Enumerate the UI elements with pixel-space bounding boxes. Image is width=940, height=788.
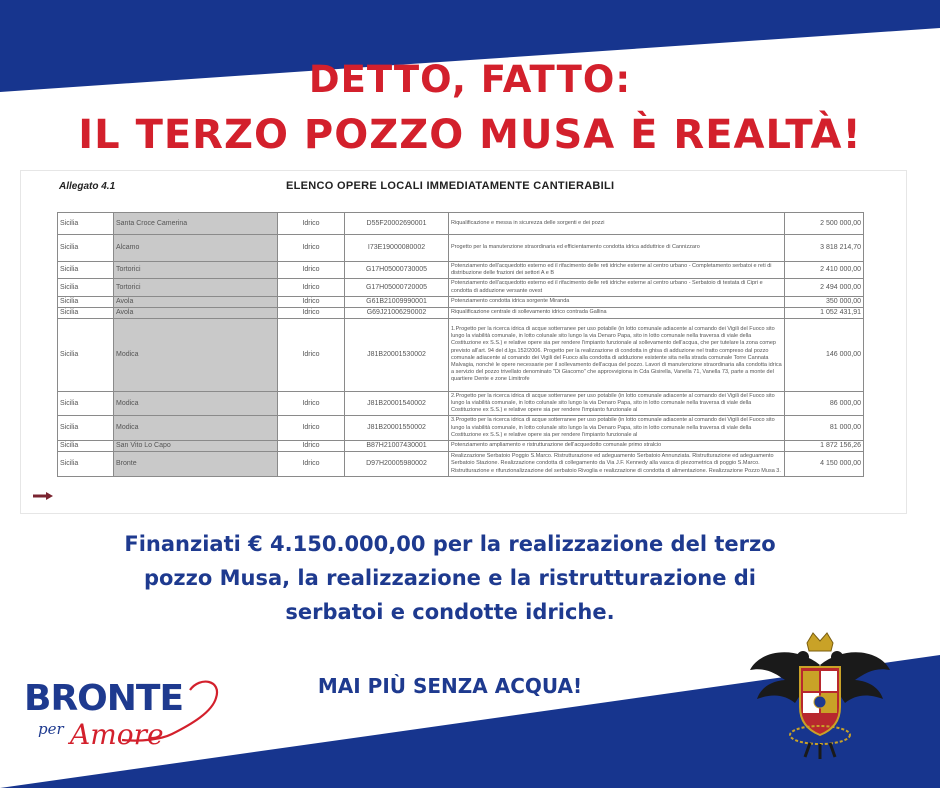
table-row	[58, 391, 864, 416]
table-row	[58, 416, 864, 441]
code-cell: D55F20002690001	[345, 213, 449, 235]
headline-line-2: IL TERZO POZZO MUSA È REALTÀ!	[78, 112, 862, 158]
type-cell: Idrico	[278, 391, 345, 416]
comune-cell: Tortorici	[114, 262, 278, 279]
logo-per-text: per	[38, 720, 64, 738]
code-cell: G61B21009990001	[345, 296, 449, 307]
allegato-label: Allegato 4.1	[59, 181, 116, 192]
comune-cell: Avola	[114, 296, 278, 307]
logo-bronte-text: BRONTE	[24, 678, 184, 719]
region-cell: Sicilia	[58, 318, 114, 391]
comune-cell: Bronte	[114, 452, 278, 477]
region-cell: Sicilia	[58, 279, 114, 296]
code-cell: D97H20005980002	[345, 452, 449, 477]
comune-cell: Modica	[114, 416, 278, 441]
financing-text	[90, 527, 810, 629]
code-cell: B87H21007430001	[345, 441, 449, 452]
comune-cell: Modica	[114, 318, 278, 391]
code-cell: J81B20001550002	[345, 416, 449, 441]
region-cell: Sicilia	[58, 416, 114, 441]
type-cell: Idrico	[278, 296, 345, 307]
table-row	[58, 213, 864, 235]
amount-cell: 4 150 000,00	[785, 452, 864, 477]
slogan: MAI PIÙ SENZA ACQUA!	[317, 674, 583, 698]
description-cell: 2.Progetto per la ricerca idrica di acque sotterranee per uso potabile (in lotto comunale adiacente al comando dei Vigili del Fuoco sito lungo la viabilità comunale, in lotto colunale sito lungo la via Denaro Papa, sito in lotto comunale nella traversa di viale della Costituzione ex S.S.) e relative opere sia per rendere l'impianto funzionale al	[449, 391, 785, 416]
document-heading: ELENCO OPERE LOCALI IMMEDIATAMENTE CANTIERABILI	[286, 180, 615, 192]
table-row	[58, 441, 864, 452]
code-cell: J81B20001530002	[345, 318, 449, 391]
amount-cell: 350 000,00	[785, 296, 864, 307]
type-cell: Idrico	[278, 416, 345, 441]
bronte-per-amore-logo	[22, 672, 232, 752]
table-row	[58, 452, 864, 477]
region-cell: Sicilia	[58, 452, 114, 477]
region-cell: Sicilia	[58, 296, 114, 307]
code-cell: G69J21006290002	[345, 307, 449, 318]
type-cell: Idrico	[278, 213, 345, 235]
pointer-arrow-icon	[33, 492, 53, 500]
amount-cell: 2 494 000,00	[785, 279, 864, 296]
type-cell: Idrico	[278, 262, 345, 279]
type-cell: Idrico	[278, 235, 345, 262]
amount-cell: 81 000,00	[785, 416, 864, 441]
description-cell: Realizzazione Serbatoio Poggio S.Marco. Ristrutturazione ed adeguamento Serbatoio Annunziata. Ristrutturazione ed adeguamento Serbatoio Stazione. Realizzazione condotta di collegamento da Via J.F. Kennedy alla vasca di piezometrica di poggio S.Marco. Ristrutturazione e rifunzionalizzazione del serbatoio Rivoglia e realizzazione di condotta di alimentazione. Realizzazione Pozzo Musa 3.	[449, 452, 785, 477]
table-row	[58, 296, 864, 307]
amount-cell: 2 500 000,00	[785, 213, 864, 235]
headline-line-1: DETTO, FATTO:	[308, 58, 632, 101]
document-scan	[20, 170, 907, 514]
comune-cell: Modica	[114, 391, 278, 416]
comune-cell: Avola	[114, 307, 278, 318]
financing-line-2: pozzo Musa, la realizzazione e la ristrutturazione di	[143, 566, 757, 590]
table-row	[58, 235, 864, 262]
type-cell: Idrico	[278, 279, 345, 296]
type-cell: Idrico	[278, 452, 345, 477]
code-cell: G17H05000720005	[345, 279, 449, 296]
table-row	[58, 318, 864, 391]
table-row	[58, 307, 864, 318]
logo-amore-text: Amore	[70, 718, 164, 751]
comune-cell: Tortorici	[114, 279, 278, 296]
type-cell: Idrico	[278, 441, 345, 452]
bronte-coat-of-arms-icon	[745, 625, 895, 765]
region-cell: Sicilia	[58, 262, 114, 279]
code-cell: I73E19000080002	[345, 235, 449, 262]
type-cell: Idrico	[278, 307, 345, 318]
region-cell: Sicilia	[58, 307, 114, 318]
amount-cell: 1 052 431,91	[785, 307, 864, 318]
description-cell: Progetto per la manutenzione straordinaria ed efficientamento condotta idrica adduttrice di Cannizzaro	[449, 235, 785, 262]
code-cell: J81B20001540002	[345, 391, 449, 416]
region-cell: Sicilia	[58, 441, 114, 452]
description-cell: Potenziamento dell'acquedotto esterno ed il rifacimento delle reti idriche esterne al centro urbano - Completamento serbatoi e reti di distribuzione delle frazioni dei settori A e B	[449, 262, 785, 279]
description-cell: Potenziamento dell'acquedotto esterno ed il rifacimento delle reti idriche esterne al centro urbano - Serbatoio di testata di Cipri e condotta di adduzione versante ovest	[449, 279, 785, 296]
works-table	[57, 212, 864, 477]
description-cell: Potenziamento ampliamento e ristrutturazione dell'acquedotto comunale primo stralcio	[449, 441, 785, 452]
financing-line-3: serbatoi e condotte idriche.	[285, 600, 615, 624]
region-cell: Sicilia	[58, 213, 114, 235]
code-cell: G17H05000730005	[345, 262, 449, 279]
region-cell: Sicilia	[58, 235, 114, 262]
amount-cell: 1 872 156,26	[785, 441, 864, 452]
comune-cell: Alcamo	[114, 235, 278, 262]
amount-cell: 146 000,00	[785, 318, 864, 391]
comune-cell: Santa Croce Camerina	[114, 213, 278, 235]
description-cell: Riqualificazione e messa in sicurezza delle sorgenti e dei pozzi	[449, 213, 785, 235]
description-cell: Riqualificazione centrale di sollevamento idrico contrada Gallina	[449, 307, 785, 318]
amount-cell: 2 410 000,00	[785, 262, 864, 279]
region-cell: Sicilia	[58, 391, 114, 416]
comune-cell: San Vito Lo Capo	[114, 441, 278, 452]
description-cell: 1.Progetto per la ricerca idrica di acque sotterranee per uso potabile (in lotto comunale adiacente al comando dei Vigili del Fuoco sito lungo la viabilità comunale, in lotto colunale sito lungo la via Denaro Papa, sito in lotto comunale nella traversa di viale della Costituzione ex S.S.) e relative opere sia per rendere l'impianto funzionale al sollevamento dell'acqua, che per tutelare la zona comep previsto all'art. 94 del d.lgs.152/2006. Progetto per la realizzazione di condotta in ghisa di adduzione nel tratto compreso dal pozzo comunale adiacente al comando dei Vigili del Fuoco alla condotta di adduzione esistente sita nella strada comunale Torre Cannata Malvagia, nonché le opere necessarie per il sollevamento dell'acqua del pozzo. Lavori di manutenzione straordinaria alla condotta idrica a servizio del pozzo trivellato denominato "Di Giacomo" che approvvigiona in Cda Gisirella, Vanella 71, Vanella 73, parte a monte del quartiere Dente e zone Limitrofe	[449, 318, 785, 391]
financing-line-1: Finanziati € 4.150.000,00 per la realizzazione del terzo	[124, 532, 776, 556]
table-row	[58, 279, 864, 296]
amount-cell: 3 818 214,70	[785, 235, 864, 262]
type-cell: Idrico	[278, 318, 345, 391]
description-cell: Potenziamento condotta idrica sorgente Miranda	[449, 296, 785, 307]
table-row	[58, 262, 864, 279]
description-cell: 3.Progetto per la ricerca idrica di acque sotterranee per uso potabile (in lotto comunale adiacente al comando dei Vigili del Fuoco sito lungo la viabilità comunale, in lotto colunale sito lungo la via Denaro Papa, sito in lotto comunale nella traversa di viale della Costituzione ex S.S.) e relative opere sia per rendere l'impianto funzionale al	[449, 416, 785, 441]
amount-cell: 86 000,00	[785, 391, 864, 416]
